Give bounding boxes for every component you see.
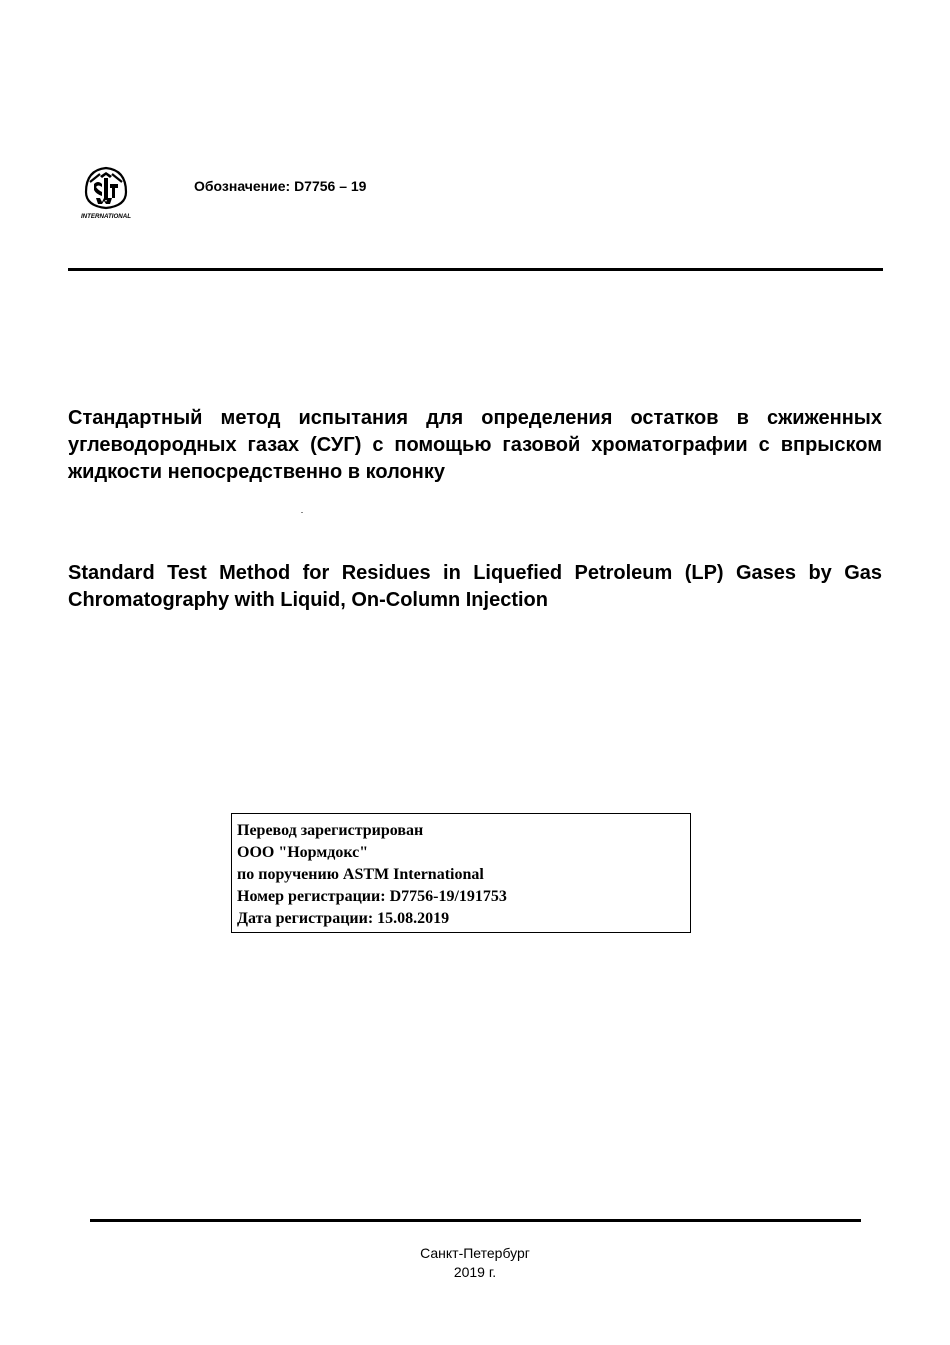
registration-box	[231, 813, 691, 933]
registration-line: Перевод зарегистрирован	[237, 822, 424, 839]
title-russian: Стандартный метод испытания для определения остатков в сжиженных углеводородных газах (СУГ) с помощью газовой хроматографии с впрыском жидкости непосредственно в колонку	[68, 407, 882, 483]
registration-number: Номер регистрации: D7756-19/191753	[237, 888, 507, 905]
footer-city: Санкт-Петербург	[420, 1245, 530, 1261]
top-divider	[68, 268, 883, 271]
registration-line: по поручению ASTM International	[237, 866, 484, 883]
footer-year: 2019 г.	[453, 1264, 497, 1280]
logo-wordmark: INTERNATIONAL	[80, 213, 132, 220]
stray-mark	[301, 512, 303, 513]
registration-line: ООО "Нормдокс"	[237, 844, 369, 861]
document-designation: Обозначение: D7756 – 19	[194, 178, 367, 194]
registration-date: Дата регистрации: 15.08.2019	[237, 910, 450, 927]
astm-international-logo-icon	[80, 162, 132, 222]
bottom-divider	[90, 1219, 861, 1222]
title-english: Standard Test Method for Residues in Liquefied Petroleum (LP) Gases by Gas Chromatography with Liquid, On-Column Injection	[68, 562, 882, 611]
footer-place-year	[0, 1244, 950, 1282]
